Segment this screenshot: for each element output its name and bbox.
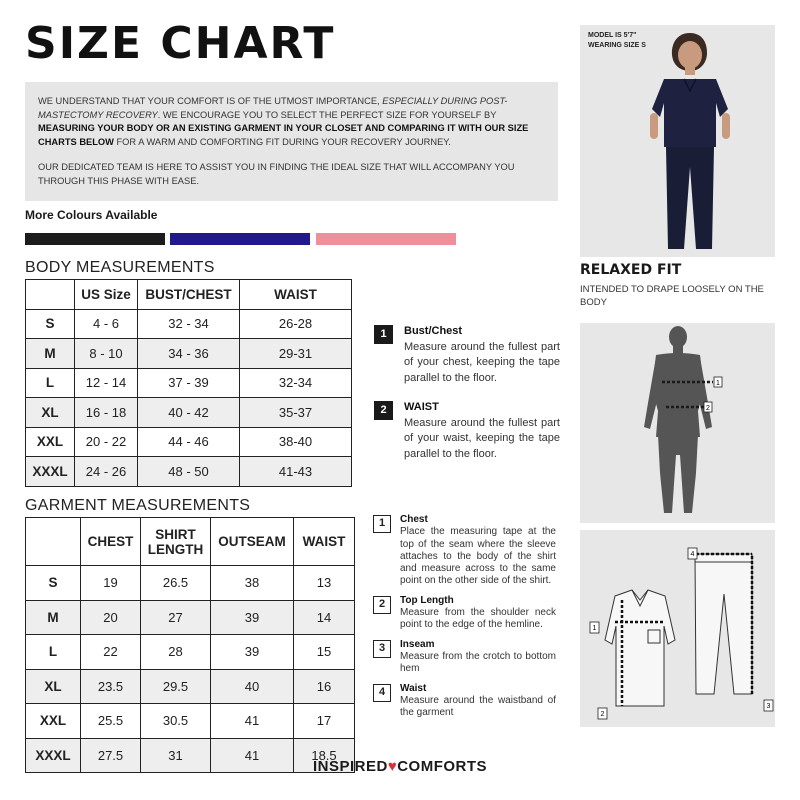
table-cell: 29.5 bbox=[141, 669, 211, 704]
colour-swatch-pink[interactable] bbox=[316, 233, 456, 245]
table-cell: 16 bbox=[294, 669, 355, 704]
table-header-cell: WAIST bbox=[294, 518, 355, 566]
table-cell: 39 bbox=[211, 635, 294, 670]
table-cell: 25.5 bbox=[81, 704, 141, 739]
table-cell: 39 bbox=[211, 600, 294, 635]
table-cell: 44 - 46 bbox=[138, 427, 240, 457]
garment-measure-instructions bbox=[373, 514, 556, 726]
brand-logo: INSPIRED♥COMFORTS bbox=[312, 758, 488, 775]
table-cell: 40 - 42 bbox=[138, 398, 240, 428]
table-cell: 16 - 18 bbox=[75, 398, 138, 428]
table-cell: 15 bbox=[294, 635, 355, 670]
size-label-cell: L bbox=[26, 635, 81, 670]
table-cell: 37 - 39 bbox=[138, 368, 240, 398]
figure-label-2: 2 bbox=[600, 711, 605, 718]
table-cell: 23.5 bbox=[81, 669, 141, 704]
page-title: SIZE CHART bbox=[25, 18, 336, 69]
body-silhouette-figure bbox=[580, 323, 775, 523]
instruction-step bbox=[373, 683, 556, 720]
table-cell: 20 - 22 bbox=[75, 427, 138, 457]
table-cell: 30.5 bbox=[141, 704, 211, 739]
table-cell: 17 bbox=[294, 704, 355, 739]
table-row bbox=[26, 457, 352, 487]
size-label-cell: XXL bbox=[26, 704, 81, 739]
table-cell: 28 bbox=[141, 635, 211, 670]
step-description: Measure from the shoulder neck point to the edge of the hemline. bbox=[400, 607, 556, 631]
size-label-cell: S bbox=[26, 309, 75, 339]
size-label-cell: M bbox=[26, 339, 75, 369]
step-title: Inseam bbox=[400, 638, 435, 650]
table-header-cell: US Size bbox=[75, 280, 138, 310]
intro-paragraph-1: WE UNDERSTAND THAT YOUR COMFORT IS OF THE UTMOST IMPORTANCE, ESPECIALLY DURING POST-MASTECTOMY RECOVERY. WE ENCOURAGE YOU TO SELECT THE PERFECT SIZE FOR YOURSELF BY MEASURING YOUR BODY OR AN EXISTING GARMENT IN YOUR CLOSET AND COMPARING IT WITH OUR SIZE CHARTS BELOW FOR A WARM AND COMFORTING FIT DURING YOUR RECOVERY JOURNEY. bbox=[38, 96, 529, 147]
figure-label-1: 1 bbox=[716, 380, 720, 387]
table-cell: 35-37 bbox=[240, 398, 352, 428]
fit-title: RELAXED FIT bbox=[580, 262, 682, 278]
table-cell: 12 - 14 bbox=[75, 368, 138, 398]
table-cell: 22 bbox=[81, 635, 141, 670]
table-row bbox=[26, 635, 355, 670]
table-row bbox=[26, 566, 355, 601]
step-title: Waist bbox=[400, 682, 427, 694]
table-cell: 19 bbox=[81, 566, 141, 601]
table-cell: 27.5 bbox=[81, 738, 141, 773]
table-cell: 32-34 bbox=[240, 368, 352, 398]
table-row bbox=[26, 669, 355, 704]
table-cell: 38 bbox=[211, 566, 294, 601]
table-row bbox=[26, 309, 352, 339]
size-label-cell: XXL bbox=[26, 427, 75, 457]
heart-icon: ♥ bbox=[387, 758, 398, 775]
size-label-cell: M bbox=[26, 600, 81, 635]
body-measurements-heading: BODY MEASUREMENTS bbox=[25, 259, 215, 276]
instruction-step bbox=[373, 514, 556, 588]
body-measure-instructions bbox=[374, 324, 560, 476]
model-figure-illustration bbox=[580, 25, 775, 257]
step-number-badge: 1 bbox=[374, 325, 393, 344]
step-number-badge: 2 bbox=[373, 596, 391, 614]
figure-label-2: 2 bbox=[706, 405, 710, 412]
instruction-step bbox=[374, 400, 560, 462]
table-row bbox=[26, 398, 352, 428]
instruction-step bbox=[373, 595, 556, 632]
table-row bbox=[26, 339, 352, 369]
step-description: Measure around the fullest part of your chest, keeping the tape parallel to the floor. bbox=[404, 340, 560, 384]
step-description: Measure around the waistband of the garment bbox=[400, 694, 556, 719]
colour-swatch-black[interactable] bbox=[25, 233, 165, 245]
body-measurements-table bbox=[25, 279, 352, 487]
step-description: Measure from the crotch to bottom hem bbox=[400, 650, 556, 675]
step-title: Bust/Chest bbox=[404, 325, 463, 337]
table-cell: 38-40 bbox=[240, 427, 352, 457]
garment-measurements-heading: GARMENT MEASUREMENTS bbox=[25, 497, 251, 514]
table-header-cell bbox=[26, 280, 75, 310]
step-description: Place the measuring tape at the top of the seam where the sleeve attaches to the body of the shirt and measure across to the same point on the other side of the shirt. bbox=[400, 526, 556, 587]
table-header-cell: WAIST bbox=[240, 280, 352, 310]
table-cell: 4 - 6 bbox=[75, 309, 138, 339]
step-title: Top Length bbox=[400, 594, 454, 606]
size-label-cell: S bbox=[26, 566, 81, 601]
figure-label-3: 3 bbox=[766, 703, 771, 710]
table-header-cell: CHEST bbox=[81, 518, 141, 566]
intro-text-box bbox=[25, 82, 558, 201]
table-cell: 14 bbox=[294, 600, 355, 635]
colour-swatch-navy[interactable] bbox=[170, 233, 310, 245]
step-title: Chest bbox=[400, 514, 428, 525]
table-cell: 24 - 26 bbox=[75, 457, 138, 487]
table-header-row bbox=[26, 518, 355, 566]
table-cell: 34 - 36 bbox=[138, 339, 240, 369]
step-number-badge: 4 bbox=[373, 684, 391, 702]
table-cell: 41 bbox=[211, 704, 294, 739]
size-label-cell: XXXL bbox=[26, 457, 75, 487]
size-label-cell: XL bbox=[26, 398, 75, 428]
step-number-badge: 3 bbox=[373, 640, 391, 658]
figure-label-4: 4 bbox=[690, 551, 695, 558]
table-cell: 20 bbox=[81, 600, 141, 635]
table-header-cell bbox=[26, 518, 81, 566]
table-cell: 31 bbox=[141, 738, 211, 773]
table-cell: 27 bbox=[141, 600, 211, 635]
table-cell: 8 - 10 bbox=[75, 339, 138, 369]
step-title: WAIST bbox=[404, 401, 439, 413]
size-label-cell: XL bbox=[26, 669, 81, 704]
table-header-cell: OUTSEAM bbox=[211, 518, 294, 566]
table-header-cell: BUST/CHEST bbox=[138, 280, 240, 310]
table-cell: 41-43 bbox=[240, 457, 352, 487]
table-row bbox=[26, 427, 352, 457]
size-label-cell: L bbox=[26, 368, 75, 398]
garment-measurement-figure bbox=[580, 530, 775, 727]
step-number-badge: 2 bbox=[374, 401, 393, 420]
table-header-row bbox=[26, 280, 352, 310]
size-label-cell: XXXL bbox=[26, 738, 81, 773]
table-cell: 48 - 50 bbox=[138, 457, 240, 487]
table-row bbox=[26, 704, 355, 739]
table-cell: 18.5 bbox=[294, 738, 355, 773]
fit-description: INTENDED TO DRAPE LOOSELY ON THE BODY bbox=[580, 284, 764, 308]
table-cell: 26-28 bbox=[240, 309, 352, 339]
instruction-step bbox=[374, 324, 560, 386]
step-description: Measure around the fullest part of your waist, keeping the tape parallel to the floor. bbox=[404, 416, 560, 460]
table-cell: 41 bbox=[211, 738, 294, 773]
figure-label-1: 1 bbox=[592, 625, 597, 632]
more-colours-heading: More Colours Available bbox=[25, 208, 158, 222]
table-row bbox=[26, 600, 355, 635]
instruction-step bbox=[373, 639, 556, 676]
table-cell: 26.5 bbox=[141, 566, 211, 601]
model-note: MODEL IS 5'7" WEARING SIZE S bbox=[588, 32, 646, 49]
table-cell: 40 bbox=[211, 669, 294, 704]
model-photo bbox=[580, 25, 775, 257]
step-number-badge: 1 bbox=[373, 515, 391, 533]
table-cell: 13 bbox=[294, 566, 355, 601]
intro-paragraph-2: OUR DEDICATED TEAM IS HERE TO ASSIST YOU IN FINDING THE IDEAL SIZE THAT WILL ACCOMPANY YOU THROUGH THIS PHASE WITH EASE. bbox=[38, 162, 515, 186]
table-cell: 29-31 bbox=[240, 339, 352, 369]
garment-measurements-table bbox=[25, 517, 355, 773]
table-header-cell: SHIRT LENGTH bbox=[141, 518, 211, 566]
table-row bbox=[26, 368, 352, 398]
table-cell: 32 - 34 bbox=[138, 309, 240, 339]
